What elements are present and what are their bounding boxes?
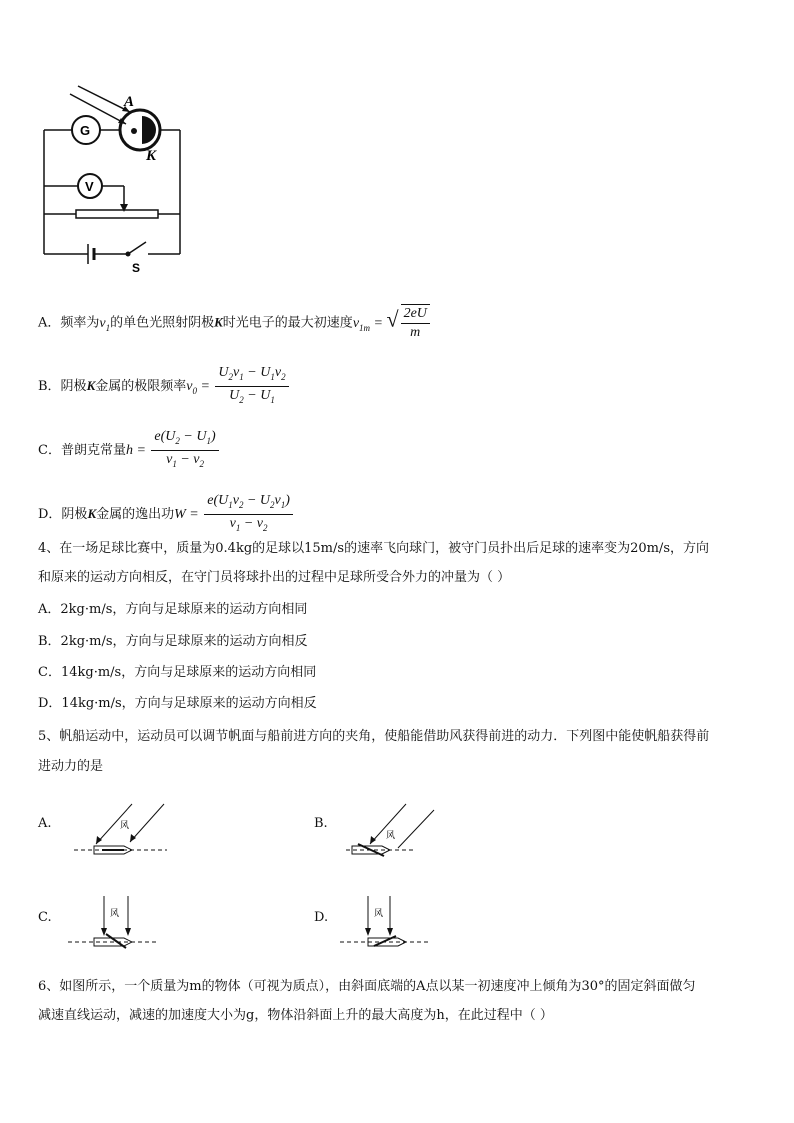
q6-stem-line2: 减速直线运动，减速的加速度大小为g，物体沿斜面上升的最大高度为h，在此过程中（ ） [38,1008,553,1023]
q5-label-b: B. [314,816,328,831]
q4-stem-line2: 和原来的运动方向相反，在守门员将球扑出的过程中足球所受合外力的冲量为（ ） [38,570,511,585]
q3-option-a: A．频率为$\nu_1$的单色光照射阴极K时光电子的最大初速度$\nu_{1m}$ = √ $\frac{2eU}{m}$ [38,304,432,342]
wind-label: 风 [386,831,396,841]
sailboat-diagram-d [338,890,438,950]
label-A: A [124,94,135,110]
q4-option-b: B．2kg·m/s，方向与足球原来的运动方向相反 [38,634,308,649]
q3-option-b: B．阴极K金属的极限频率$\nu_0$ = $\frac{U_2\nu_1 - U_1\nu_2}{U_2 - U_1}$ [38,364,291,409]
q4-option-c: C．14kg·m/s，方向与足球原来的运动方向相同 [38,665,317,680]
sailboat-diagram-a [72,800,182,860]
q4-option-d: D．14kg·m/s，方向与足球原来的运动方向相反 [38,696,317,711]
q4-stem-line1: 4、在一场足球比赛中，质量为0.4kg的足球以15m/s的速率飞向球门，被守门员扑出后足球的速率变为20m/s，方向 [38,541,709,556]
photoelectric-circuit-diagram [30,82,200,277]
wind-label: 风 [120,821,130,831]
q4-option-a: A．2kg·m/s，方向与足球原来的运动方向相同 [38,602,308,617]
label-V: V [85,179,94,194]
label-G: G [80,123,91,138]
q5-label-c: C. [38,910,52,925]
q6-stem-line1: 6、如图所示，一个质量为m的物体（可视为质点），由斜面底端的A点以某一初速度冲上倾角为30°的固定斜面做匀 [38,979,696,994]
label-S: S [132,261,141,275]
wind-label: 风 [374,909,384,919]
q5-stem-line1: 5、帆船运动中，运动员可以调节帆面与船前进方向的夹角，使船能借助风获得前进的动力．下列图中能使帆船获得前 [38,729,710,744]
sailboat-diagram-b [344,800,444,860]
q3-option-d: D．阴极K金属的逸出功W = $\frac{e(U_1\nu_2 - U_2\nu_1)}{\nu_1 - \nu_2}$ [38,492,295,537]
sailboat-diagram-c [66,890,166,950]
q3-option-c: C．普朗克常量h = $\frac{e(U_2 - U_1)}{\nu_1 - \nu_2}$ [38,428,221,473]
q5-label-d: D. [314,910,329,925]
label-K: K [146,148,157,164]
wind-label: 风 [110,909,120,919]
q5-label-a: A. [38,816,52,831]
q5-stem-line2: 进动力的是 [38,759,104,774]
